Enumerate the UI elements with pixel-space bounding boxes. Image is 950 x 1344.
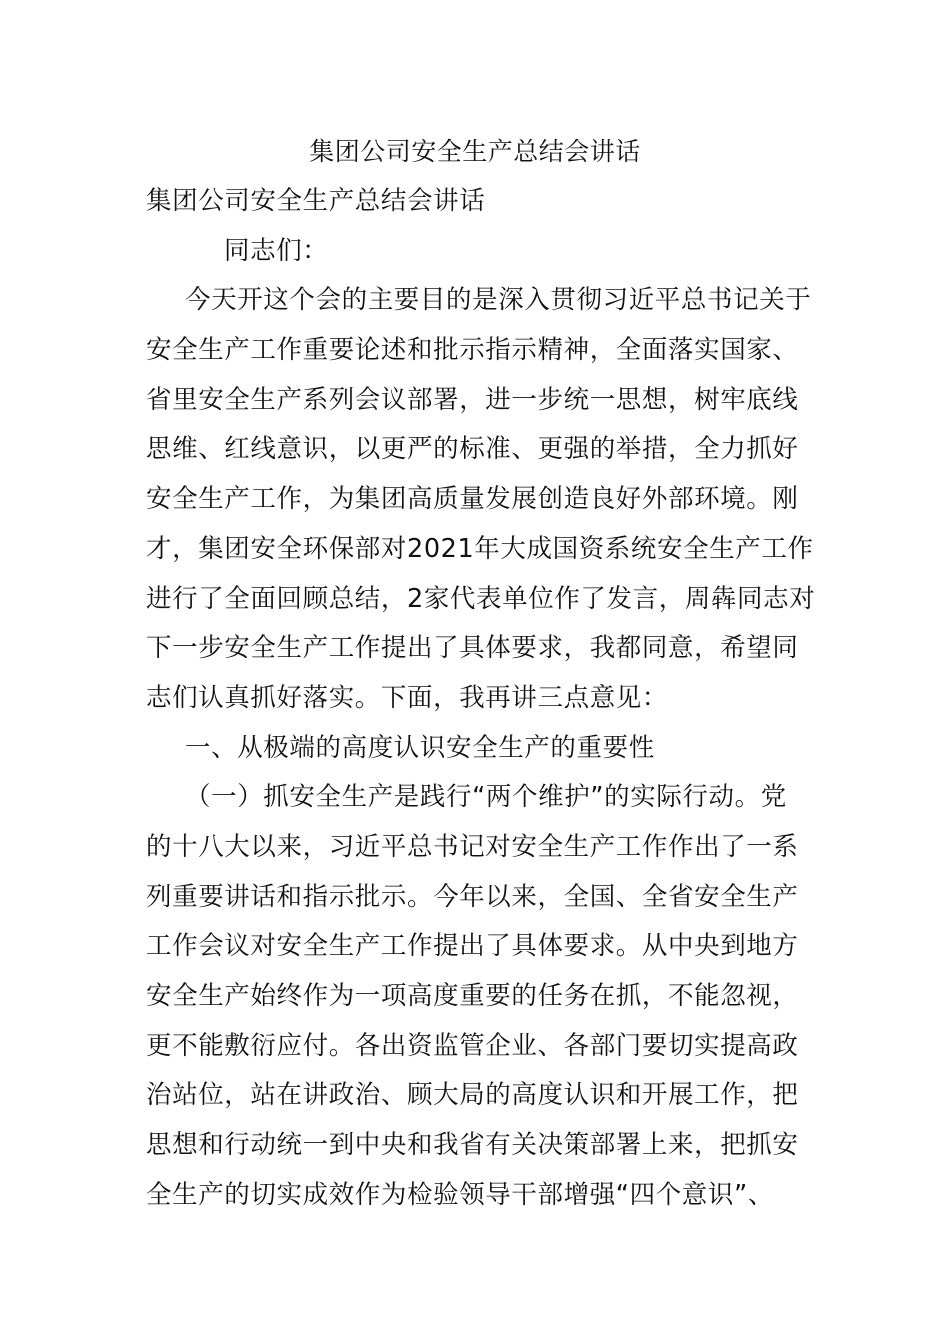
text-line: 才，集团安全环保部对2021年大成国资系统安全生产工作	[146, 533, 814, 564]
text-line: 一、从极端的高度认识安全生产的重要性	[185, 732, 655, 763]
text-line: 的十八大以来，习近平总书记对安全生产工作作出了一系	[146, 831, 799, 862]
document-body	[146, 177, 816, 1220]
text-line: 省里安全生产系列会议部署，进一步统一思想，树牢底线	[146, 384, 799, 415]
document-title: 集团公司安全生产总结会讲话	[309, 137, 641, 166]
text-line: 安全生产工作，为集团高质量发展创造良好外部环境。刚	[146, 484, 799, 515]
text-line: 工作会议对安全生产工作提出了具体要求。从中央到地方	[146, 931, 799, 962]
text-line: 更不能敷衍应付。各出资监管企业、各部门要切实提高政	[146, 1030, 799, 1061]
text-line: 治站位，站在讲政治、顾大局的高度认识和开展工作，把	[146, 1080, 799, 1111]
text-line: 进行了全面回顾总结，2家代表单位作了发言，周犇同志对	[146, 583, 816, 614]
text-line: 同志们：	[224, 235, 329, 266]
text-line: 全生产的切实成效作为检验领导干部增强“四个意识”、	[146, 1179, 774, 1210]
text-line: 今天开这个会的主要目的是深入贯彻习近平总书记关于	[185, 285, 812, 316]
text-line: 安全生产工作重要论述和批示指示精神，全面落实国家、	[146, 335, 799, 366]
text-line: （一）抓安全生产是践行“两个维护”的实际行动。党	[185, 782, 787, 813]
document-subtitle: 集团公司安全生产总结会讲话	[146, 186, 486, 216]
text-line: 安全生产始终作为一项高度重要的任务在抓，不能忽视，	[146, 981, 799, 1011]
text-line: 思想和行动统一到中央和我省有关决策部署上来，把抓安	[146, 1130, 799, 1161]
text-line: 志们认真抓好落实。下面，我再讲三点意见：	[146, 682, 669, 713]
text-line: 思维、红线意识，以更严的标准、更强的举措，全力抓好	[146, 434, 799, 465]
text-line: 下一步安全生产工作提出了具体要求，我都同意，希望同	[146, 633, 799, 664]
text-line: 列重要讲话和指示批示。今年以来，全国、全省安全生产	[146, 881, 799, 912]
